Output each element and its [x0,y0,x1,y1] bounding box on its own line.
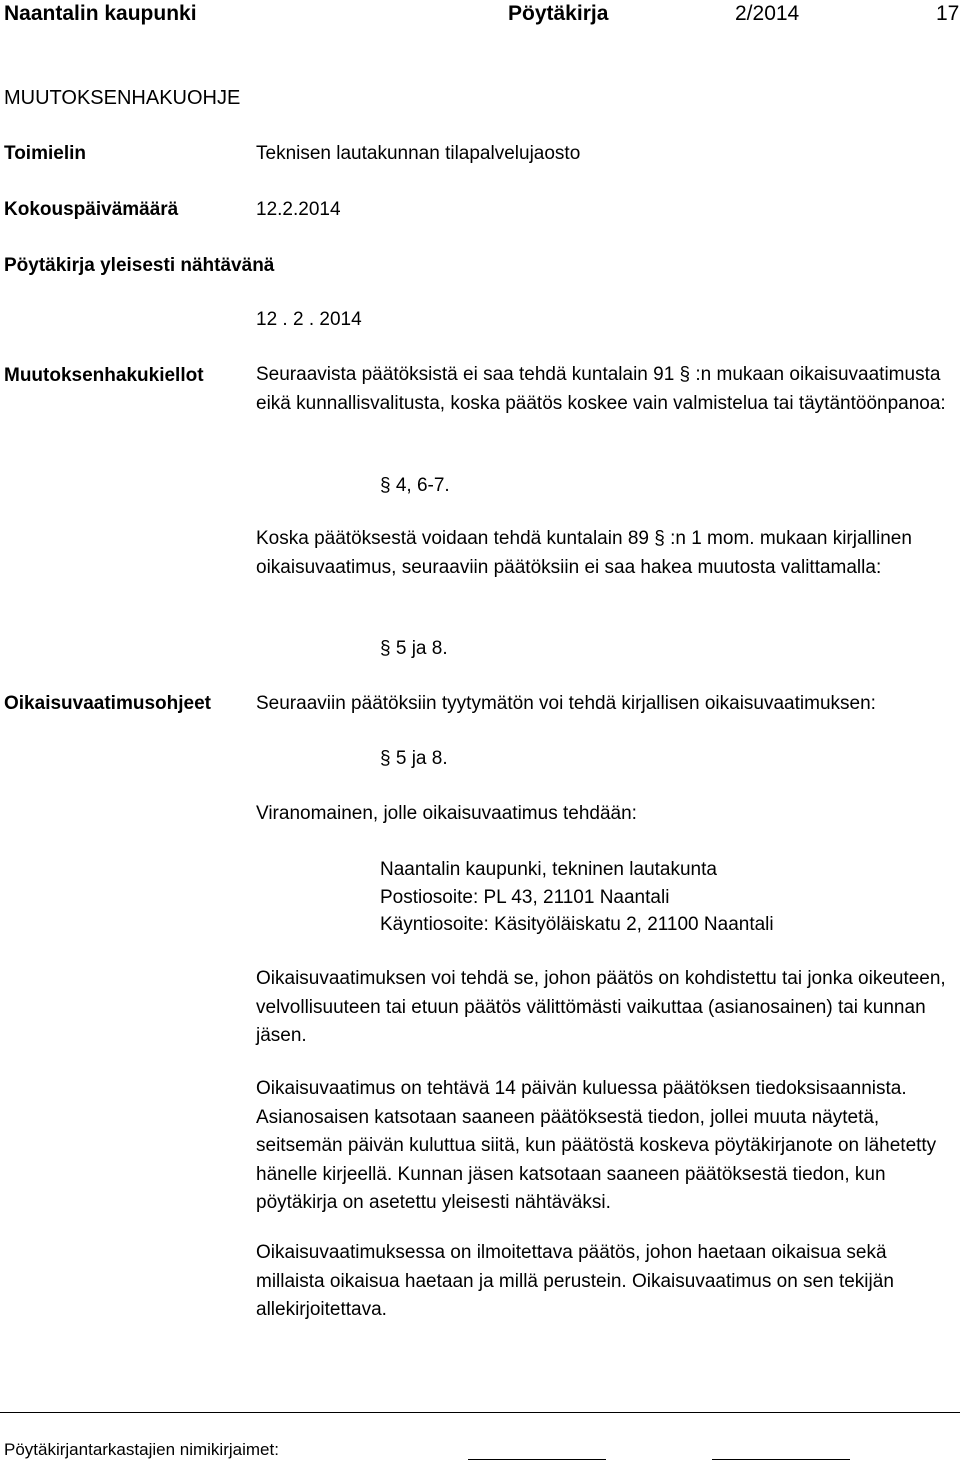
oikaisu-paragraph-3: Oikaisuvaatimuksessa on ilmoitettava päätös, johon haetaan oikaisua sekä millaista oikaisua haetaan ja millä perustein. Oikaisuvaatimus on sen tekijän allekirjoitettava. [256,1242,894,1320]
footer-divider [0,1412,960,1413]
kokous-value: 12.2.2014 [256,199,341,220]
address-line-3: Käyntiosoite: Käsityöläiskatu 2, 21100 Naantali [380,914,774,935]
oikaisu-sections: § 5 ja 8. [380,748,448,769]
oikaisu-text-1: Seuraaviin päätöksiin tyytymätön voi tehdä kirjallisen oikaisuvaatimuksen: [256,693,876,714]
nahtavana-value: 12 . 2 . 2014 [256,309,362,330]
muutoksenhaku-sections-1: § 4, 6-7. [380,475,450,496]
address-line-2: Postiosoite: PL 43, 21101 Naantali [380,886,670,908]
signature-label: Pöytäkirjantarkastajien nimikirjaimet: [4,1440,279,1459]
header-number: 2/2014 [735,2,800,25]
muutoksenhaku-label: Muutoksenhakukiellot [4,365,204,386]
oikaisu-paragraph-2: Oikaisuvaatimus on tehtävä 14 päivän kuluessa päätöksen tiedoksisaannista. Asianosaisen katsotaan saaneen päätöksestä tiedon, jollei muuta näytetä, seitsemän päivän kuluttua siitä, kun päätöstä koskeva pöytäkirjanote on lähetetty hänelle kirjeellä. Kunnan jäsen katsotaan saaneen päätöksestä tiedon, kun pöytäkirja on asetettu yleisesti nähtäväksi. [256,1078,937,1213]
toimielin-label: Toimielin [4,143,86,164]
muutoksenhaku-text-2: Koska päätöksestä voidaan tehdä kuntalain 89 § :n 1 mom. mukaan kirjallinen oikaisuvaatimus, seuraaviin päätöksiin ei saa hakea muutosta valittamalla: [256,528,912,578]
signature-line-1 [468,1459,606,1460]
address-block [380,856,774,939]
nahtavana-label: Pöytäkirja yleisesti nähtävänä [4,255,275,276]
oikaisu-label: Oikaisuvaatimusohjeet [4,693,211,714]
header-doc-type: Pöytäkirja [508,2,609,25]
toimielin-value: Teknisen lautakunnan tilapalvelujaosto [256,143,581,164]
oikaisu-paragraph-1: Oikaisuvaatimuksen voi tehdä se, johon päätös on kohdistettu tai jonka oikeuteen, velvollisuuteen tai etuun päätös välittömästi vaikuttaa (asianosainen) tai kunnan jäsen. [256,968,946,1046]
signature-line-2 [712,1459,850,1460]
header-municipality: Naantalin kaupunki [4,2,197,25]
page-title: MUUTOKSENHAKUOHJE [4,87,241,109]
authority-intro: Viranomainen, jolle oikaisuvaatimus tehdään: [256,803,637,824]
muutoksenhaku-text-1: Seuraavista päätöksistä ei saa tehdä kuntalain 91 § :n mukaan oikaisuvaatimusta eikä kunnallisvalitusta, koska päätös koskee vain valmistelua tai täytäntöönpanoa: [256,364,946,414]
muutoksenhaku-sections-2: § 5 ja 8. [380,638,448,659]
kokous-label: Kokouspäivämäärä [4,199,179,220]
address-line-1: Naantalin kaupunki, tekninen lautakunta [380,859,717,880]
header-page-number: 17 [936,2,960,25]
